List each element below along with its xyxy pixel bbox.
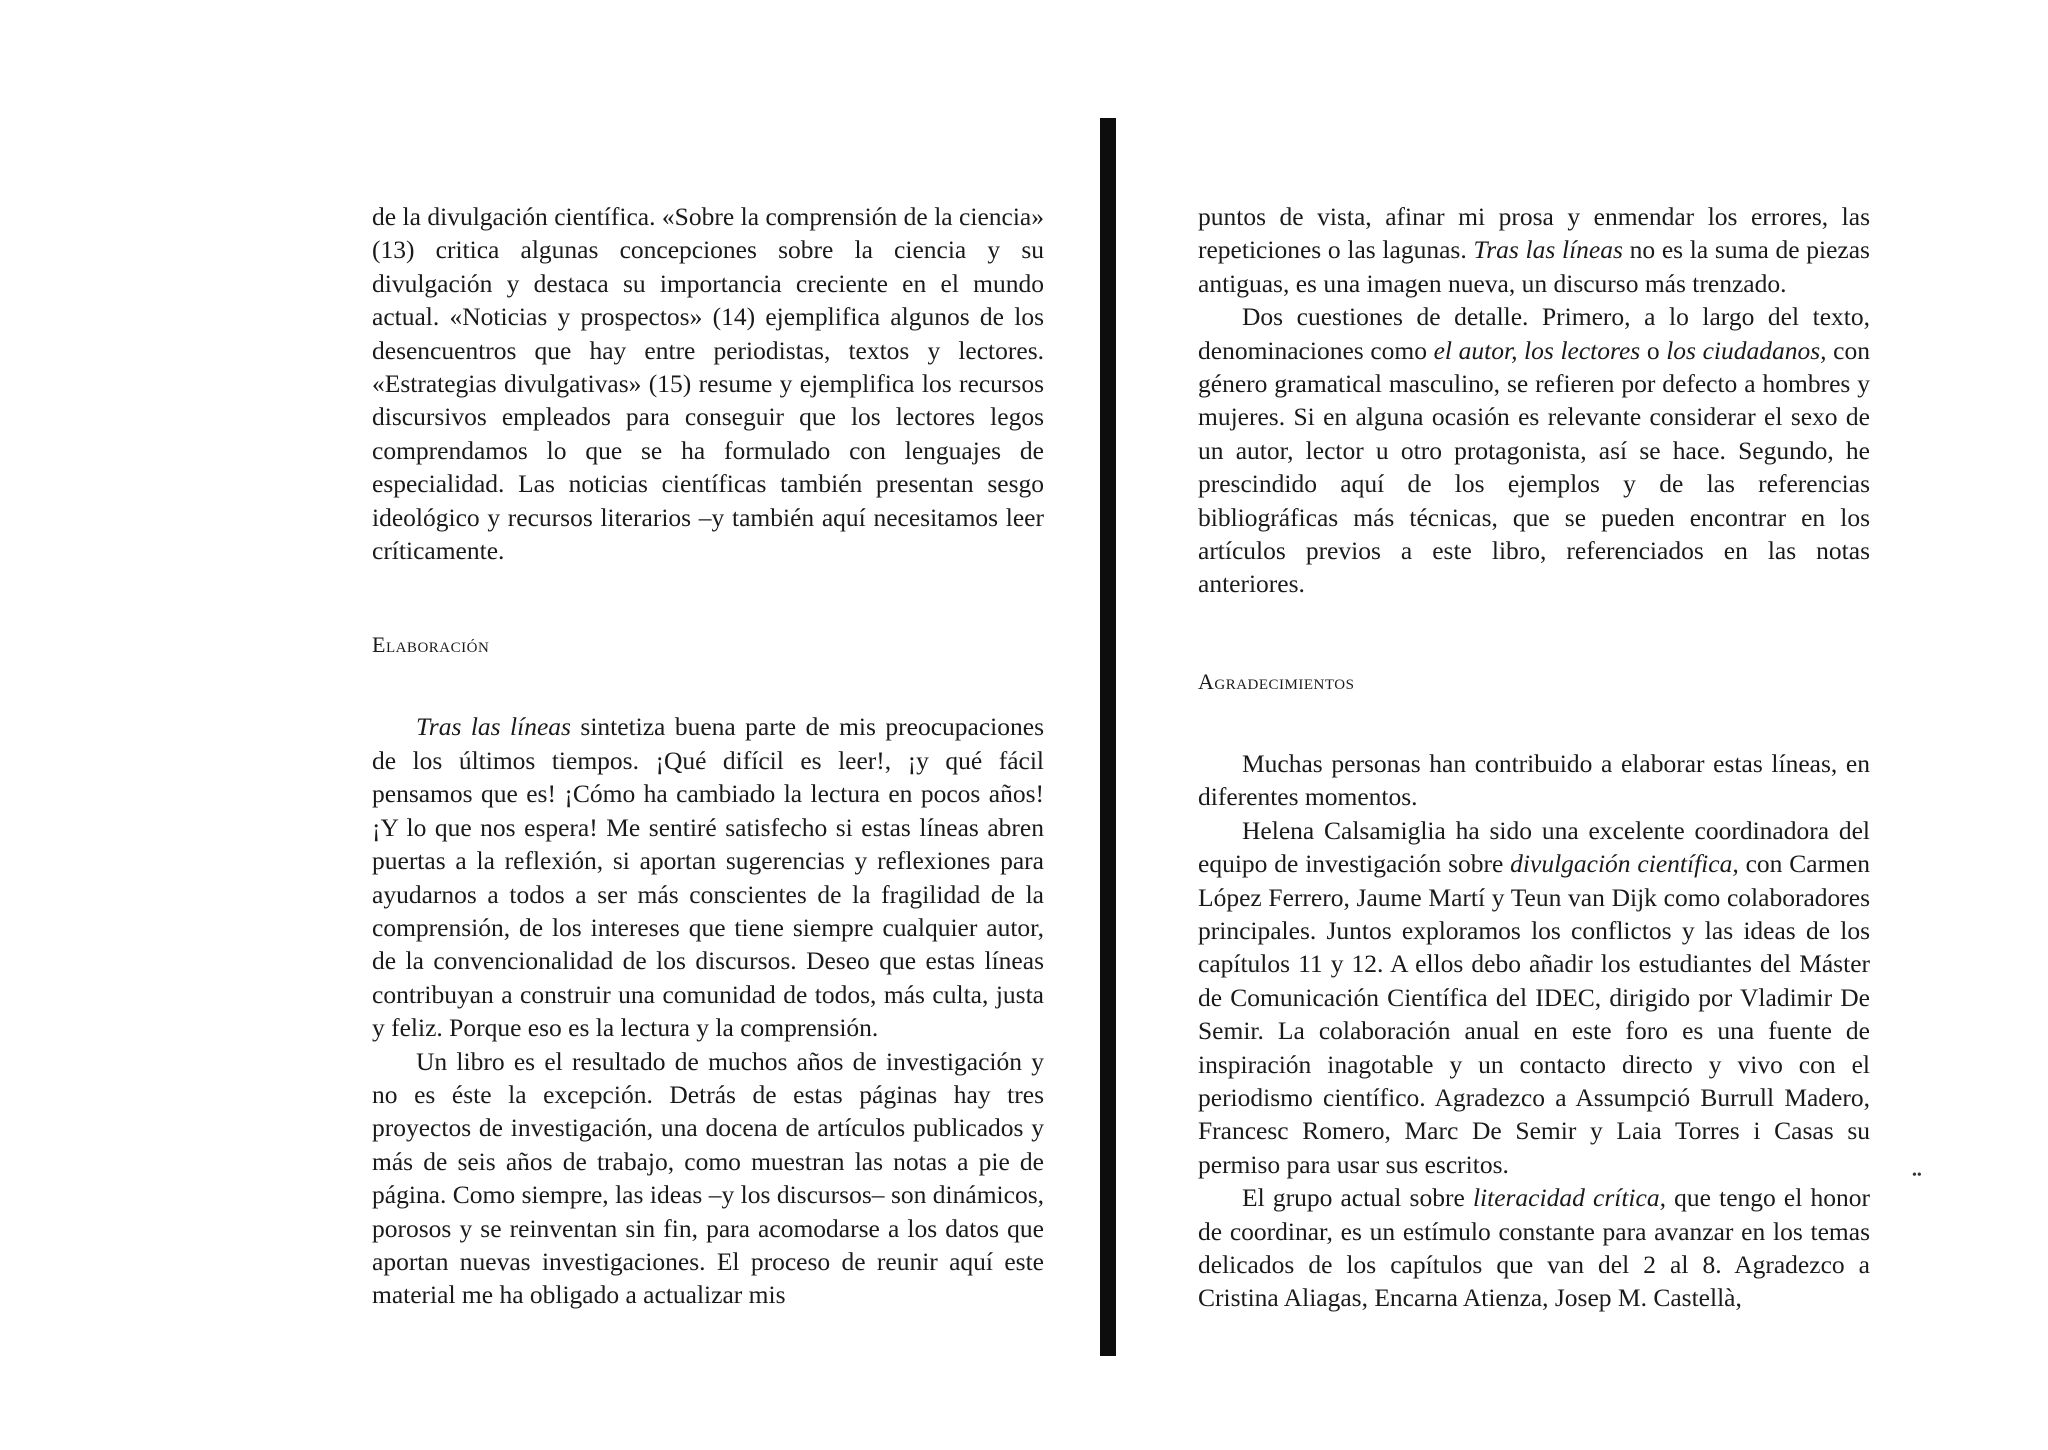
right-paragraph-4-text-b: con Carmen López Ferrero, Jaume Martí y Teun van Dijk como colaboradores principales. Juntos exploramos los conflictos y las ideas de los capítulos 11 y 12. A ellos debo añadir los estudiantes del Máster de Comunicación Científica del IDEC, dirigido por Vladimir De Semir. La colaboración anual en este foro es una fuente de inspiración inagotable y un contacto directo y vivo con el periodismo científico. Agradezco a Assumpció Burrull Madero, Francesc Romero, Marc De Semir y Laia Torres i Casas su permiso para usar sus escritos. bbox=[1198, 849, 1870, 1179]
right-paragraph-1-text-b: no es la suma de piezas antiguas, es una imagen nueva, un discurso más trenzado. bbox=[1198, 235, 1870, 298]
right-paragraph-3: Muchas personas han contribuido a elaborar estas líneas, en diferentes momentos. bbox=[1198, 748, 1870, 812]
italic-term-1: el autor, los lectores bbox=[1433, 335, 1641, 365]
left-page bbox=[372, 200, 1044, 1312]
left-paragraph-2 bbox=[372, 710, 1044, 1044]
right-paragraph-1 bbox=[1198, 200, 1870, 300]
right-paragraph-2-text-a: Dos cuestiones de detalle. Primero, a lo largo del texto, denominaciones como bbox=[1198, 302, 1870, 365]
right-paragraph-5 bbox=[1198, 1181, 1870, 1315]
left-paragraph-2-text: sintetiza buena parte de mis preocupaciones de los últimos tiempos. ¡Qué difícil es leer!, ¡y qué fácil pensamos que es! ¡Cómo ha cambiado la lectura en pocos años! ¡Y lo que nos espera! Me sentiré satisfecho si estas líneas abren puertas a la reflexión, si aportan sugerencias y reflexiones para ayudarnos a todos a ser más conscientes de la fragilidad de la comprensión, de los intereses que tiene siempre cualquier autor, de la convencionalidad de los discursos. Deseo que estas líneas contribuyan a construir una comunidad de todos, más culta, justa y feliz. Porque eso es la lectura y la comprensión. bbox=[372, 712, 1044, 1043]
left-paragraph-1: de la divulgación científica. «Sobre la comprensión de la ciencia» (13) critica algunas concepciones sobre la ciencia y su divulgación y destaca su importancia creciente en el mundo actual. «Noticias y prospectos» (14) ejemplifica algunos de los desencuentros que hay entre periodistas, textos y lectores. «Estrategias divulgativas» (15) resume y ejemplifica los recursos discursivos empleados para conseguir que los lectores legos comprendamos lo que se ha formulado con lenguajes de especialidad. Las noticias científicas también presentan sesgo ideológico y recursos literarios –y también aquí necesitamos leer críticamente. bbox=[372, 202, 1044, 566]
right-paragraph-5-text-a: El grupo actual sobre bbox=[1242, 1183, 1473, 1213]
book-title-italic: Tras las líneas bbox=[416, 712, 571, 742]
section-heading-elaboracion: Elaboración bbox=[372, 632, 490, 658]
right-page bbox=[1198, 200, 1870, 1315]
right-paragraph-1-text-a: puntos de vista, afinar mi prosa y enmendar los errores, las repeticiones o las lagunas. bbox=[1198, 202, 1870, 265]
right-paragraph-2 bbox=[1198, 300, 1870, 601]
margin-mark: •• bbox=[1912, 1168, 1922, 1183]
book-spine-shadow bbox=[1100, 118, 1116, 1356]
book-title-italic: Tras las líneas bbox=[1473, 235, 1623, 265]
right-paragraph-4-text-a: Helena Calsamiglia ha sido una excelente coordinadora del equipo de investigación sobre bbox=[1198, 815, 1870, 879]
right-paragraph-2-text-c: con género gramatical masculino, se refieren por defecto a hombres y mujeres. Si en alguna ocasión es relevante considerar el sexo de un autor, lector u otro protagonista, así se hace. Segundo, he prescindido aquí de los ejemplos y de las referencias bibliográficas más técnicas, que se pueden encontrar en los artículos previos a este libro, referenciados en las notas anteriores. bbox=[1198, 335, 1871, 599]
right-paragraph-2-text-b: o bbox=[1640, 335, 1667, 365]
italic-term-3: divulgación científica, bbox=[1510, 849, 1739, 879]
left-paragraph-3: Un libro es el resultado de muchos años de investigación y no es éste la excepción. Detrás de estas páginas hay tres proyectos de investigación, una docena de artículos publicados y más de seis años de trabajo, como muestran las notas a pie de página. Como siempre, las ideas –y los discursos– son dinámicos, porosos y se reinventan sin fin, para acomodarse a los datos que aportan nuevas investigaciones. El proceso de reunir aquí este material me ha obligado a actualizar mis bbox=[372, 1046, 1044, 1310]
right-paragraph-5-text-b: que tengo el honor de coordinar, es un estímulo constante para avanzar en los temas delicados de los capítulos que van del 2 al 8. Agradezco a Cristina Aliagas, Encarna Atienza, Josep M. Castellà, bbox=[1198, 1183, 1870, 1313]
italic-term-4: literacidad crítica, bbox=[1472, 1183, 1666, 1213]
right-paragraph-4 bbox=[1198, 814, 1870, 1181]
section-heading-agradecimientos: Agradecimientos bbox=[1198, 668, 1355, 694]
italic-term-2: los ciudadanos, bbox=[1666, 335, 1827, 365]
